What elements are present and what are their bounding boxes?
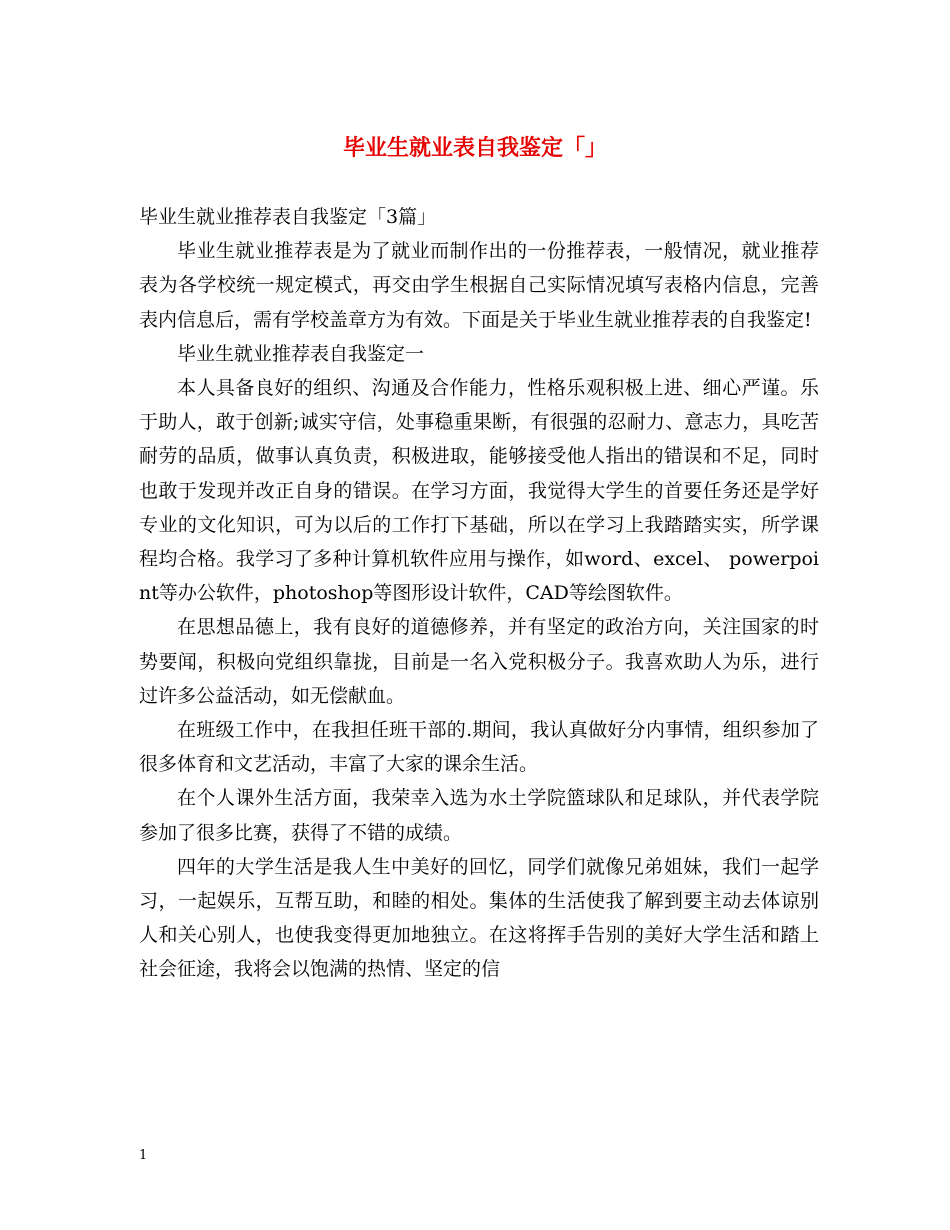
body-paragraph: 在思想品德上，我有良好的道德修养，并有坚定的政治方向，关注国家的时势要闻，积极向党组织靠拢，目前是一名入党积极分子。我喜欢助人为乐，进行过许多公益活动，如无偿献血。 xyxy=(139,616,819,707)
body-paragraph: 在班级工作中，在我担任班干部的.期间，我认真做好分内事情，组织参加了很多体育和文艺活动，丰富了大家的课余生活。 xyxy=(139,719,819,776)
body-paragraph: 本人具备良好的组织、沟通及合作能力，性格乐观积极上进、细心严谨。乐于助人，敢于创新;诚实守信，处事稳重果断，有很强的忍耐力、意志力，具吃苦耐劳的品质，做事认真负责，积极进取，能够接受他人指出的错误和不足，同时也敢于发现并改正自身的错误。在学习方面，我觉得大学生的首要任务还是学好专业的文化知识，可为以后的工作打下基础，所以在学习上我踏踏实实，所学课程均合格。我学习了多种计算机软件应用与操作，如word、excel、 powerpoint等办公软件，photoshop等图形设计软件，CAD等绘图软件。 xyxy=(139,377,819,605)
intro-paragraph: 毕业生就业推荐表是为了就业而制作出的一份推荐表，一般情况，就业推荐表为各学校统一规定模式，再交由学生根据自己实际情况填写表格内信息，完善表内信息后，需有学校盖章方为有效。下面是关于毕业生就业推荐表的自我鉴定! xyxy=(139,240,819,331)
document-title: 毕业生就业表自我鉴定「」 xyxy=(342,135,607,161)
section-heading: 毕业生就业推荐表自我鉴定一 xyxy=(177,342,425,365)
page-number: 1 xyxy=(139,1148,148,1163)
body-paragraph: 四年的大学生活是我人生中美好的回忆，同学们就像兄弟姐妹，我们一起学习，一起娱乐，互帮互助，和睦的相处。集体的生活使我了解到要主动去体谅别人和关心别人，也使我变得更加地独立。在这将挥手告别的美好大学生活和踏上社会征途，我将会以饱满的热情、坚定的信 xyxy=(139,855,819,981)
document-subtitle: 毕业生就业推荐表自我鉴定「3篇」 xyxy=(139,206,437,228)
document-body xyxy=(139,200,819,987)
body-paragraph: 在个人课外生活方面，我荣幸入选为水土学院篮球队和足球队，并代表学院参加了很多比赛，获得了不错的成绩。 xyxy=(139,787,819,844)
